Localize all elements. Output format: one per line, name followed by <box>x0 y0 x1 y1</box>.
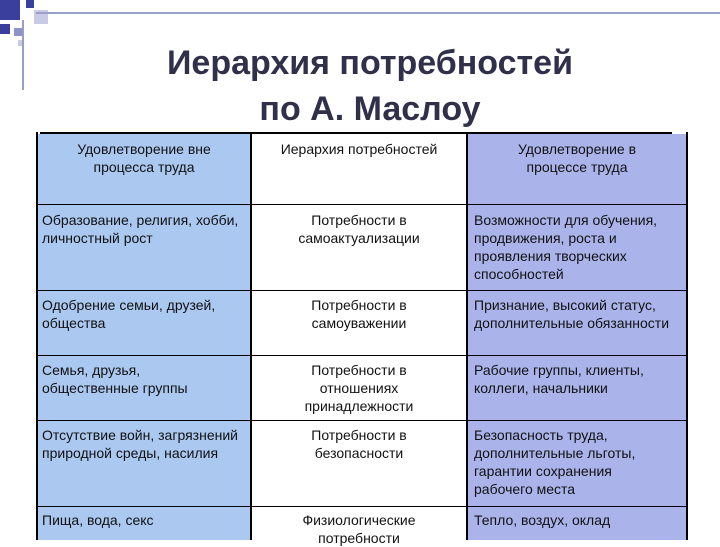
column-divider <box>250 132 252 540</box>
column-hierarchy <box>251 134 467 540</box>
row-5-outside: Пища, вода, секс <box>42 512 154 528</box>
row-4-need: Потребности в безопасности <box>311 427 407 461</box>
row-3-inside: Рабочие группы, клиенты, коллеги, начальники <box>474 362 644 396</box>
row-1-inside: Возможности для обучения, продвижения, роста и проявления творческих способностей <box>474 212 658 282</box>
row-3-need: Потребности в отношениях принадлежности <box>304 362 414 414</box>
page-title <box>60 40 680 132</box>
header-inside-work: Удовлетворение в процессе труда <box>517 141 637 175</box>
title-line-2: по А. Маслоу <box>259 90 481 128</box>
deco-square <box>0 0 20 20</box>
column-divider <box>466 132 468 540</box>
row-4-inside: Безопасность труда, дополнительные льготы, гарантии сохранения рабочего места <box>474 427 636 497</box>
row-4-outside: Отсутствие войн, загрязнений природной среды, насилия <box>42 427 238 461</box>
row-5-need: Физиологические потребности <box>302 512 416 546</box>
table-left-border <box>36 132 38 540</box>
row-divider <box>37 290 687 291</box>
title-line-1: Иерархия потребностей <box>166 44 573 82</box>
row-2-need: Потребности в самоуважении <box>311 297 407 331</box>
row-5-inside: Тепло, воздух, оклад <box>474 512 611 528</box>
row-1-outside: Образование, религия, хобби, личностный рост <box>42 212 239 246</box>
row-1-need: Потребности в самоактуализации <box>298 212 420 246</box>
table-top-border <box>40 132 672 134</box>
header-outside-work: Удовлетворение вне процесса труда <box>77 141 211 175</box>
row-divider <box>37 355 687 356</box>
table-right-border <box>686 132 688 540</box>
deco-square <box>14 28 22 36</box>
deco-line <box>22 20 24 90</box>
row-2-inside: Признание, высокий статус, дополнительные обязанности <box>474 297 670 331</box>
row-divider <box>37 506 687 507</box>
row-2-outside: Одобрение семьи, друзей, общества <box>42 297 216 331</box>
header-hierarchy: Иерархия потребностей <box>280 141 438 157</box>
row-3-outside: Семья, друзья, общественные группы <box>42 362 188 396</box>
column-outside-work <box>37 134 251 540</box>
deco-line <box>36 12 720 14</box>
deco-square <box>26 0 34 8</box>
deco-square <box>0 24 10 34</box>
row-divider <box>37 420 687 421</box>
row-divider <box>37 204 687 205</box>
